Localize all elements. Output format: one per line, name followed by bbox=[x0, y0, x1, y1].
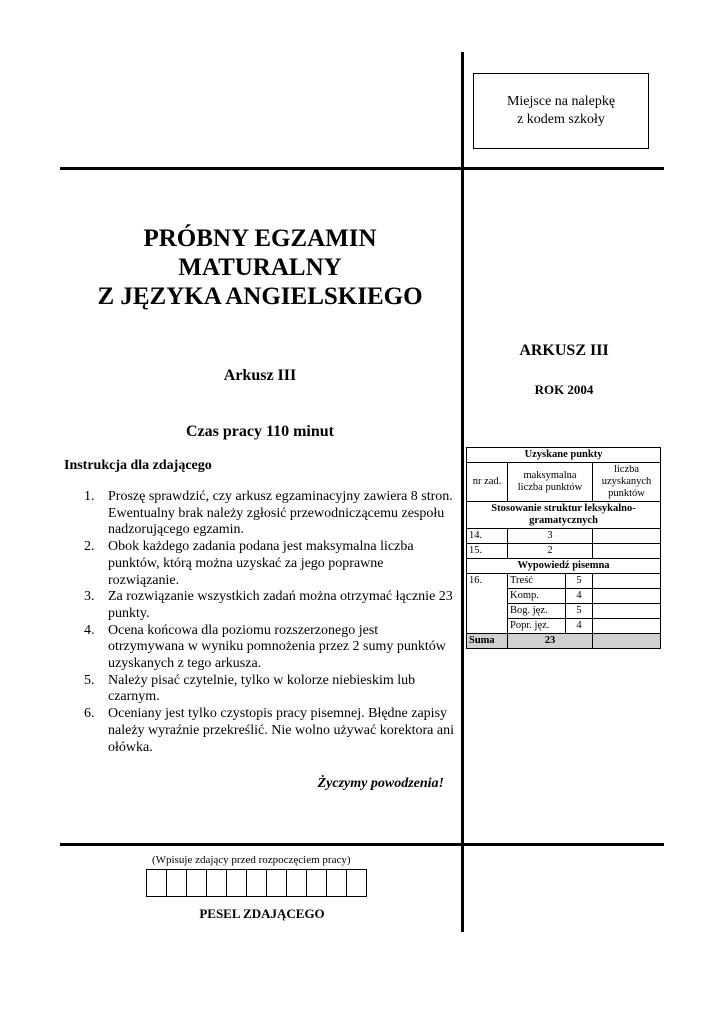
obtained-points-cell[interactable] bbox=[593, 604, 661, 619]
obtained-points-cell[interactable] bbox=[593, 574, 661, 589]
pesel-digit-box[interactable] bbox=[326, 869, 347, 897]
instruction-text: Oceniany jest tylko czystopis pracy pisemnej. Błędne zapisy należy wyraźnie przekreślić. Nie wolno używać korektora ani ołówka. bbox=[108, 706, 454, 755]
max-points: 2 bbox=[508, 544, 593, 559]
instruction-item bbox=[84, 673, 454, 706]
instruction-number: 3. bbox=[84, 589, 95, 605]
pesel-digit-box[interactable] bbox=[186, 869, 207, 897]
sum-obtained-cell[interactable] bbox=[593, 634, 661, 649]
school-sticker-box bbox=[473, 73, 649, 149]
criterion-label: Bog. jęz. bbox=[508, 604, 566, 619]
year-label: ROK 2004 bbox=[534, 382, 594, 397]
table-row bbox=[467, 574, 661, 589]
sheet-label-left: Arkusz III bbox=[223, 367, 297, 384]
pesel-digit-box[interactable] bbox=[206, 869, 227, 897]
pesel-digit-box[interactable] bbox=[226, 869, 247, 897]
header-obtained-points: liczba uzyskanych punktów bbox=[593, 463, 661, 502]
sum-row bbox=[467, 634, 661, 649]
instruction-text: Należy pisać czytelnie, tylko w kolorze niebieskim lub czarnym. bbox=[108, 672, 416, 705]
pesel-digit-box[interactable] bbox=[286, 869, 307, 897]
title-line1: PRÓBNY EGZAMIN bbox=[143, 225, 377, 252]
task-number: 16. bbox=[467, 574, 508, 634]
instruction-number: 4. bbox=[84, 622, 95, 638]
section-lexical-grammar: Stosowanie struktur leksykalno-gramatycznych bbox=[467, 502, 661, 529]
points-table bbox=[466, 447, 661, 649]
pesel-label: PESEL ZDAJĄCEGO bbox=[199, 906, 325, 921]
max-points: 4 bbox=[566, 619, 593, 634]
instruction-number: 1. bbox=[84, 489, 95, 504]
pesel-digit-box[interactable] bbox=[306, 869, 327, 897]
instruction-text: Ocena końcowa dla poziomu rozszerzonego jest otrzymywana w wyniku pomnożenia przez 2 sumy punktów uzyskanych z tego arkusza. bbox=[108, 622, 446, 672]
instructions-list bbox=[84, 489, 454, 756]
task-number: 15. bbox=[467, 544, 508, 559]
title-line3: Z JĘZYKA ANGIELSKIEGO bbox=[97, 283, 423, 310]
exam-title bbox=[60, 224, 460, 311]
instruction-text: Obok każdego zadania podana jest maksymalna liczba punktów, którą można uzyskać za jego poprawne rozwiązanie. bbox=[108, 539, 414, 588]
obtained-points-cell[interactable] bbox=[593, 544, 661, 559]
pesel-digit-box[interactable] bbox=[246, 869, 267, 897]
instruction-number: 5. bbox=[84, 672, 95, 688]
instruction-item bbox=[84, 623, 454, 673]
instruction-number: 6. bbox=[84, 706, 95, 722]
instruction-item bbox=[84, 706, 454, 756]
sticker-label-line1: Miejsce na nalepkę bbox=[506, 94, 616, 109]
criterion-label: Popr. jęz. bbox=[508, 619, 566, 634]
top-divider bbox=[60, 167, 664, 170]
obtained-points-cell[interactable] bbox=[593, 529, 661, 544]
title-line2: MATURALNY bbox=[178, 254, 342, 281]
max-points: 3 bbox=[508, 529, 593, 544]
max-points: 5 bbox=[566, 574, 593, 589]
time-label: Czas pracy 110 minut bbox=[186, 423, 334, 440]
obtained-points-cell[interactable] bbox=[593, 619, 661, 634]
points-table-title: Uzyskane punkty bbox=[467, 448, 661, 463]
sum-label: Suma bbox=[467, 634, 508, 649]
max-points: 5 bbox=[566, 604, 593, 619]
instructions-heading: Instrukcja dla zdającego bbox=[64, 458, 212, 473]
pesel-boxes bbox=[147, 869, 367, 897]
pesel-note: (Wpisuje zdający przed rozpoczęciem pracy) bbox=[152, 854, 351, 866]
pesel-digit-box[interactable] bbox=[146, 869, 167, 897]
instruction-item bbox=[84, 589, 454, 622]
sheet-label-right: ARKUSZ III bbox=[519, 342, 609, 359]
max-points: 4 bbox=[566, 589, 593, 604]
sticker-label-line2: z kodem szkoły bbox=[517, 112, 605, 127]
criterion-label: Treść bbox=[508, 574, 566, 589]
table-row bbox=[467, 529, 661, 544]
instruction-number: 2. bbox=[84, 539, 95, 555]
obtained-points-cell[interactable] bbox=[593, 589, 661, 604]
criterion-label: Komp. bbox=[508, 589, 566, 604]
instruction-text: Za rozwiązanie wszystkich zadań można otrzymać łącznie 23 punkty. bbox=[108, 589, 453, 621]
bottom-divider bbox=[60, 843, 664, 846]
instruction-item bbox=[84, 539, 454, 589]
pesel-digit-box[interactable] bbox=[346, 869, 367, 897]
instruction-text: Proszę sprawdzić, czy arkusz egzaminacyjny zawiera 8 stron. Ewentualny brak należy zgłosić przewodniczącemu zespołu nadzorującego egzamin. bbox=[108, 489, 453, 538]
good-luck-text: Życzymy powodzenia! bbox=[317, 776, 444, 791]
header-max-points: maksymalna liczba punktów bbox=[508, 463, 593, 502]
header-task-number: nr zad. bbox=[467, 463, 508, 502]
pesel-digit-box[interactable] bbox=[266, 869, 287, 897]
pesel-digit-box[interactable] bbox=[166, 869, 187, 897]
section-writing: Wypowiedź pisemna bbox=[467, 559, 661, 574]
table-row bbox=[467, 544, 661, 559]
instruction-item bbox=[84, 489, 454, 539]
sum-value: 23 bbox=[508, 634, 593, 649]
vertical-divider bbox=[461, 52, 464, 932]
task-number: 14. bbox=[467, 529, 508, 544]
